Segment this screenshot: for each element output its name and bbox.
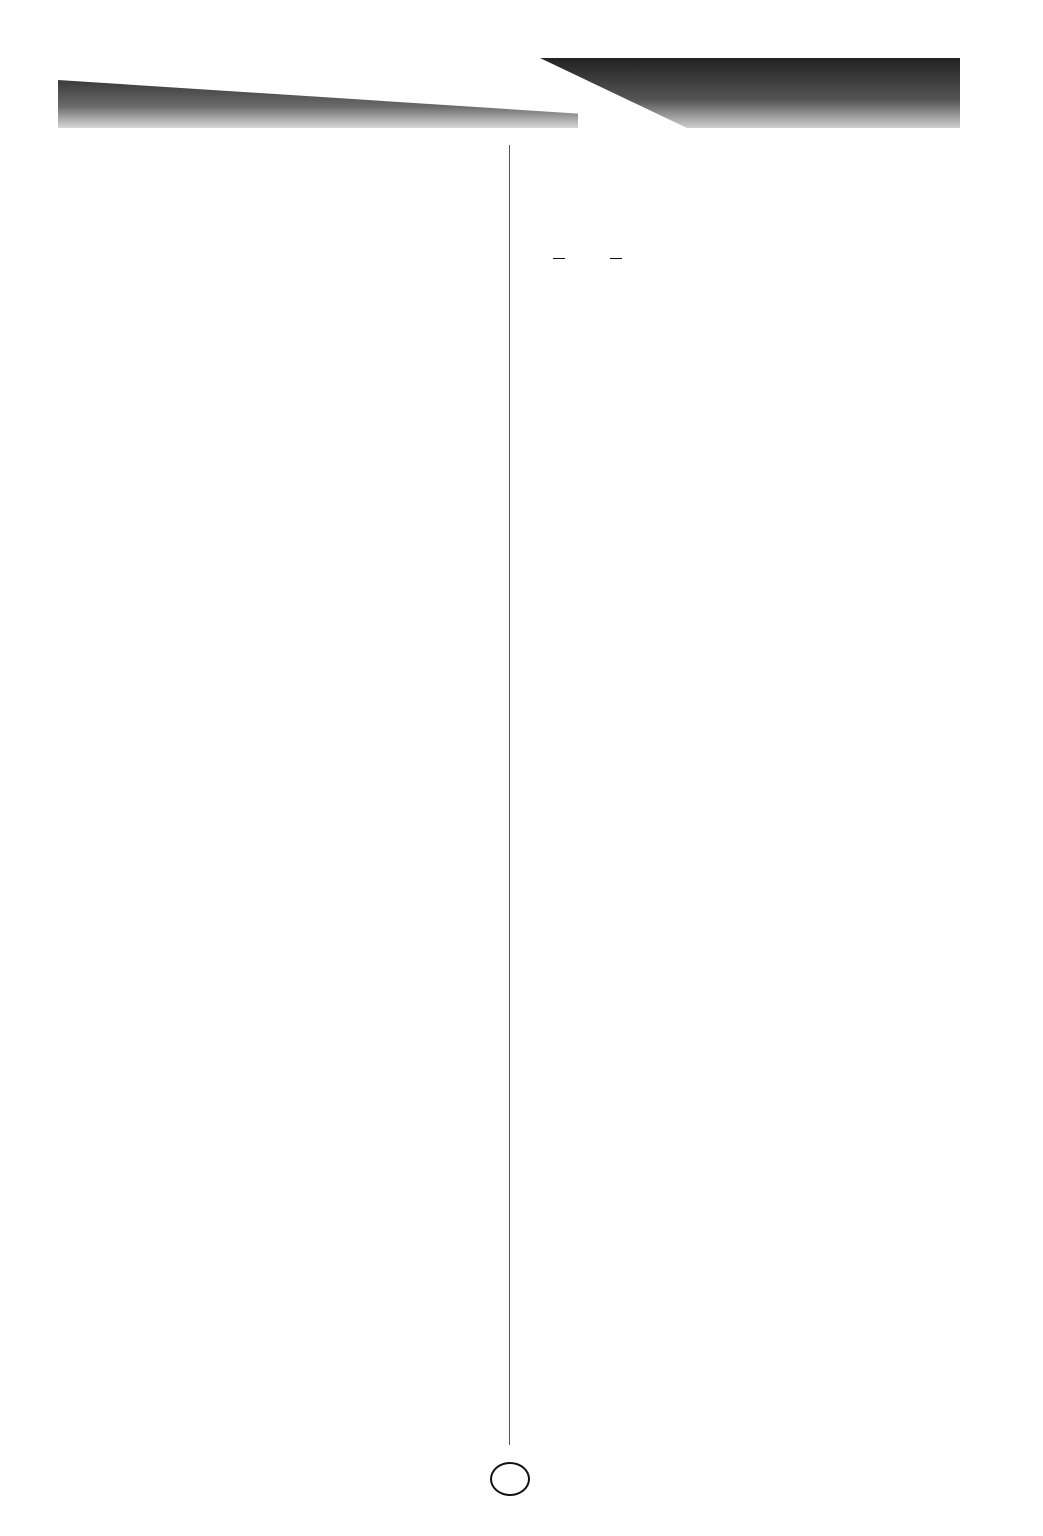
page-footer [490,1462,550,1498]
page-number [490,1462,530,1496]
column-divider [509,145,510,1445]
fraction-bar [610,258,622,259]
page-header [0,0,1043,140]
fraction-one-third [553,258,565,259]
header-bar-left [58,80,578,128]
watermark [870,1455,1040,1533]
series-logo [800,62,950,136]
fraction-two-thirds [610,258,622,259]
fraction-bar [553,258,565,259]
